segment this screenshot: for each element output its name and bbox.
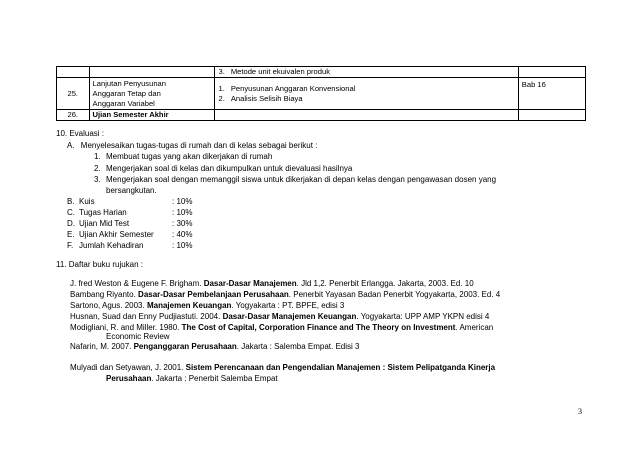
reference-entry xyxy=(70,300,344,311)
item-text: Menyelesaikan tugas-tugas di rumah dan di kelas sebagai berikut : xyxy=(80,141,318,150)
ref-publisher: . Jld 1,2. Penerbit Erlangga. Jakarta, 2003. Ed. 10 xyxy=(296,279,474,288)
weight-value: : 10% xyxy=(172,208,193,217)
ref-title: Penganggaran Perusahaan xyxy=(133,342,237,351)
subitem-number: 1. xyxy=(94,152,101,161)
subitem xyxy=(94,151,273,162)
ref-author: Nafarin, M. 2007. xyxy=(70,342,134,351)
syllabus-table xyxy=(56,66,586,121)
ref-title: Dasar-Dasar Pembelanjaan Perusahaan xyxy=(138,290,289,299)
subitem xyxy=(94,163,353,174)
list-number: 2. xyxy=(218,93,225,103)
subitem xyxy=(94,174,497,185)
topic-cell: Ujian Semester Akhir xyxy=(89,110,215,121)
ref-journal: Economic Review xyxy=(106,332,170,341)
table-row xyxy=(57,67,586,78)
weight-name: Ujian Akhir Semester xyxy=(79,230,154,239)
ref-title: Sistem Perencanaan dan Pengendalian Manajemen : Sistem Pelipatganda Kinerja xyxy=(185,363,496,372)
subitem-text: Membuat tugas yang akan dikerjakan di rumah xyxy=(106,152,273,161)
weight-name: Jumlah Kehadiran xyxy=(79,241,144,250)
subitem-text: Mengerjakan soal di kelas dan dikumpulkan untuk dievaluasi hasilnya xyxy=(106,164,353,173)
subitem-number: 2. xyxy=(94,164,101,173)
weight-row xyxy=(67,207,193,218)
reference-entry xyxy=(70,362,495,373)
row-number: 26. xyxy=(57,110,90,121)
reference-entry xyxy=(70,289,500,300)
ref-title: The Cost of Capital, Corporation Finance and The Theory on Investment xyxy=(181,323,456,332)
weight-value: : 10% xyxy=(172,197,193,206)
ref-title: Perusahaan xyxy=(106,374,152,383)
weight-row xyxy=(67,229,193,240)
topic-line: Anggaran Tetap dan xyxy=(92,88,161,98)
weight-name: Tugas Harian xyxy=(79,208,127,217)
ref-author: Bambang Riyanto. xyxy=(70,290,139,299)
list-item-text: Analisis Selisih Biaya xyxy=(230,93,303,103)
ref-author: Mulyadi dan Setyawan, J. 2001. xyxy=(70,363,186,372)
ref-title: Manajemen Keuangan xyxy=(146,301,232,310)
ref-title: Dasar-Dasar Manajemen xyxy=(203,279,297,288)
subitem-number: 3. xyxy=(94,175,101,184)
weight-row xyxy=(67,240,193,251)
table-row xyxy=(57,110,586,121)
subtopic-cell xyxy=(215,78,518,110)
ref-author: Modigliani, R. and Miller. 1980. xyxy=(70,323,182,332)
ref-author: Husnan, Suad dan Enny Pudjiastuti. 2004. xyxy=(70,312,223,321)
topic-line: Anggaran Variabel xyxy=(92,98,155,108)
weight-label: F. xyxy=(67,241,74,250)
ref-author: J. fred Weston & Eugene F. Brigham. xyxy=(70,279,204,288)
weight-row xyxy=(67,218,193,229)
weight-row xyxy=(67,196,193,207)
weight-value: : 30% xyxy=(172,219,193,228)
weight-value: : 40% xyxy=(172,230,193,239)
ref-publisher: . Jakarta : Penerbit Salemba Empat xyxy=(151,374,278,383)
section-heading-rujukan: 11. Daftar buku rujukan : xyxy=(56,260,144,269)
subitem-text: Mengerjakan soal dengan memanggil siswa untuk dikerjakan di depan kelas dengan pengawasan dosen yang xyxy=(106,175,497,184)
list-number: 1. xyxy=(218,83,225,93)
reference-entry xyxy=(70,341,359,352)
ref-publisher: . Jakarta : Salemba Empat. Edisi 3 xyxy=(236,342,360,351)
ref-publisher: . Yogyakarta : PT. BPFE, edisi 3 xyxy=(231,301,345,310)
reference-cell: Bab 16 xyxy=(518,78,585,110)
reference-entry-continuation xyxy=(106,373,278,384)
weight-label: D. xyxy=(67,219,75,228)
ref-title: Dasar-Dasar Manajemen Keuangan xyxy=(222,312,357,321)
list-item-text: Penyusunan Anggaran Konvensional xyxy=(230,83,356,93)
ref-publisher: . Yogyakarta: UPP AMP YKPN edisi 4 xyxy=(356,312,490,321)
row-number: 25. xyxy=(57,78,90,110)
weight-name: Ujian Mid Test xyxy=(79,219,130,228)
ref-publisher: . American xyxy=(455,323,494,332)
section-heading-evaluasi: 10. Evaluasi : xyxy=(56,129,105,138)
weight-label: C. xyxy=(67,208,75,217)
subitem-continuation: bersangkutan. xyxy=(106,186,157,195)
reference-entry xyxy=(70,278,474,289)
weight-label: E. xyxy=(67,230,75,239)
topic-cell xyxy=(89,78,215,110)
evaluasi-item-a xyxy=(67,140,317,151)
list-number: 3. xyxy=(218,67,225,76)
weight-label: B. xyxy=(67,197,75,206)
reference-entry xyxy=(70,311,489,322)
ref-author: Sartono, Agus. 2003. xyxy=(70,301,147,310)
item-label: A. xyxy=(67,141,75,150)
weight-value: : 10% xyxy=(172,241,193,250)
list-item-text: Metode unit ekuivalen produk xyxy=(230,67,331,76)
topic-line: Lanjutan Penyusunan xyxy=(92,78,166,88)
ref-publisher: . Penerbit Yayasan Badan Penerbit Yogyakarta, 2003. Ed. 4 xyxy=(288,290,501,299)
page-number: 3 xyxy=(578,407,582,416)
table-row xyxy=(57,78,586,110)
weight-name: Kuis xyxy=(79,197,95,206)
